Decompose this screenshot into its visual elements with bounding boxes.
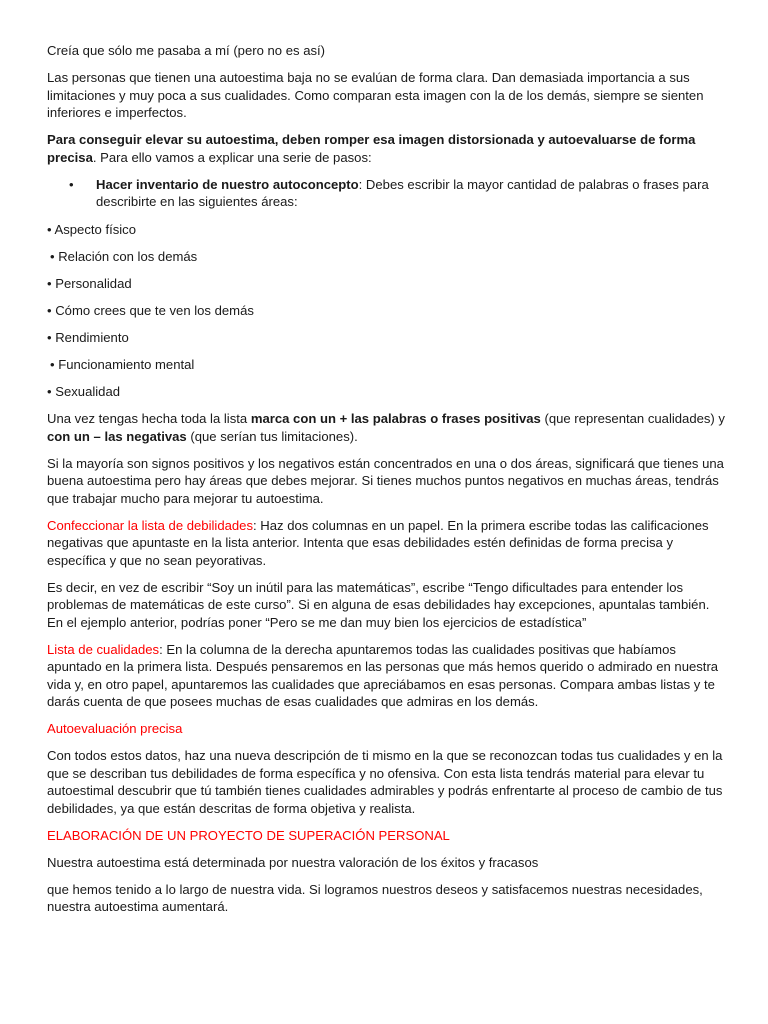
- bullet-inventario: [69, 176, 727, 211]
- paragraph-autoevaluacion: Con todos estos datos, haz una nueva descripción de ti mismo en la que se reconozcan todas tus cualidades y en la que se describan tus debilidades de forma específica y no ofensiva. Con esta lista tendrás material para elevar tu autoestimal descubrir que tú también tienes cualidades admirables y podrás enfrentarte al proceso de cambio de tus debilidades, ya que están descritas de forma objetiva y realista.: [47, 748, 723, 816]
- paragraph-mayoria-signos: Si la mayoría son signos positivos y los negativos están concentrados en una o dos áreas, significará que tienes una buena autoestima pero hay áreas que debes mejorar. Si tienes muchos puntos negativos en muchas áreas, tendrás que trabajar mucho para mejorar tu autoestima.: [47, 455, 724, 506]
- list-item-aspecto-fisico: • Aspecto físico: [47, 221, 137, 237]
- document-body: [47, 42, 727, 925]
- paragraph-text: : Haz dos columnas en un papel. En la primera escribe todas las calificaciones negativas que apuntaste en la lista anterior. Intenta que esas debilidades estén definidas de forma precisa y específica y que no sean peyorativas.: [47, 517, 709, 568]
- text-span: Una vez tengas hecha toda la lista: [47, 411, 251, 427]
- heading-autoevaluacion: Autoevaluación precisa: [47, 721, 183, 737]
- paragraph-elevar-autoestima: [47, 131, 727, 166]
- text-span: (que serían tus limitaciones).: [186, 428, 358, 444]
- bold-statement: Para conseguir elevar su autoestima, deben romper esa imagen distorsionada y autoevaluarse de forma precisa: [47, 132, 696, 165]
- paragraph-text: : En la columna de la derecha apuntaremos todas las cualidades positivas que habíamos apuntado en la primera lista. Después pensaremos en las personas que más hemos querido o admirado en nuestra vida y, en otro papel, apuntaremos las cualidades que apreciábamos en esas personas. Compara ambas listas y te darás cuenta de que posees muchas de esas cualidades que admiras en los demás.: [47, 641, 719, 710]
- list-item-rendimiento: • Rendimiento: [47, 329, 129, 345]
- list-item-funcionamiento-mental: • Funcionamiento mental: [50, 356, 195, 372]
- heading-elaboracion: ELABORACIÓN DE UN PROYECTO DE SUPERACIÓN PERSONAL: [47, 827, 450, 843]
- text-span: (que representan cualidades) y: [540, 411, 725, 427]
- paragraph-logros: que hemos tenido a lo largo de nuestra vida. Si logramos nuestros deseos y satisfacemos nuestras necesidades, nuestra autoestima aumentará.: [47, 881, 703, 915]
- red-heading-debilidades: Confeccionar la lista de debilidades: [47, 517, 253, 533]
- bullet-text: : Debes escribir la mayor cantidad de palabras o frases para describirte en las siguientes áreas:: [96, 176, 709, 209]
- paragraph-ejemplo: Es decir, en vez de escribir “Soy un inútil para las matemáticas”, escribe “Tengo dificultades para entender los problemas de matemáticas de este curso”. Si en alguna de esas debilidades hay excepciones, apuntalas también. En el ejemplo anterior, podrías poner “Pero se me dan muy bien los ejercicios de estadística”: [47, 579, 710, 630]
- red-heading-cualidades: Lista de cualidades: [47, 641, 160, 657]
- areas-list: [47, 221, 727, 401]
- paragraph-marca-signos: [47, 410, 727, 445]
- list-item-como-te-ven: • Cómo crees que te ven los demás: [47, 302, 254, 318]
- paragraph-debilidades: [47, 517, 727, 570]
- bold-positivas: marca con un + las palabras o frases positivas: [250, 411, 541, 427]
- bullet-heading: Hacer inventario de nuestro autoconcepto: [96, 176, 359, 192]
- paragraph-cualidades: [47, 641, 727, 711]
- paragraph-text: . Para ello vamos a explicar una serie de pasos:: [92, 149, 372, 165]
- paragraph-determinada: Nuestra autoestima está determinada por nuestra valoración de los éxitos y fracasos: [47, 854, 539, 870]
- bold-negativas: con un – las negativas: [47, 428, 187, 444]
- intro-line: Creía que sólo me pasaba a mí (pero no es así): [47, 43, 326, 58]
- paragraph-autoestima-baja: Las personas que tienen una autoestima baja no se evalúan de forma clara. Dan demasiada importancia a sus limitaciones y muy poca a sus cualidades. Como comparan esta imagen con la de los demás, siempre se sienten inferiores e imperfectos.: [47, 70, 704, 120]
- list-item-relacion: • Relación con los demás: [50, 248, 198, 264]
- list-item-sexualidad: • Sexualidad: [47, 384, 121, 400]
- bullet-dot-icon: •: [69, 176, 74, 192]
- list-item-personalidad: • Personalidad: [47, 275, 132, 291]
